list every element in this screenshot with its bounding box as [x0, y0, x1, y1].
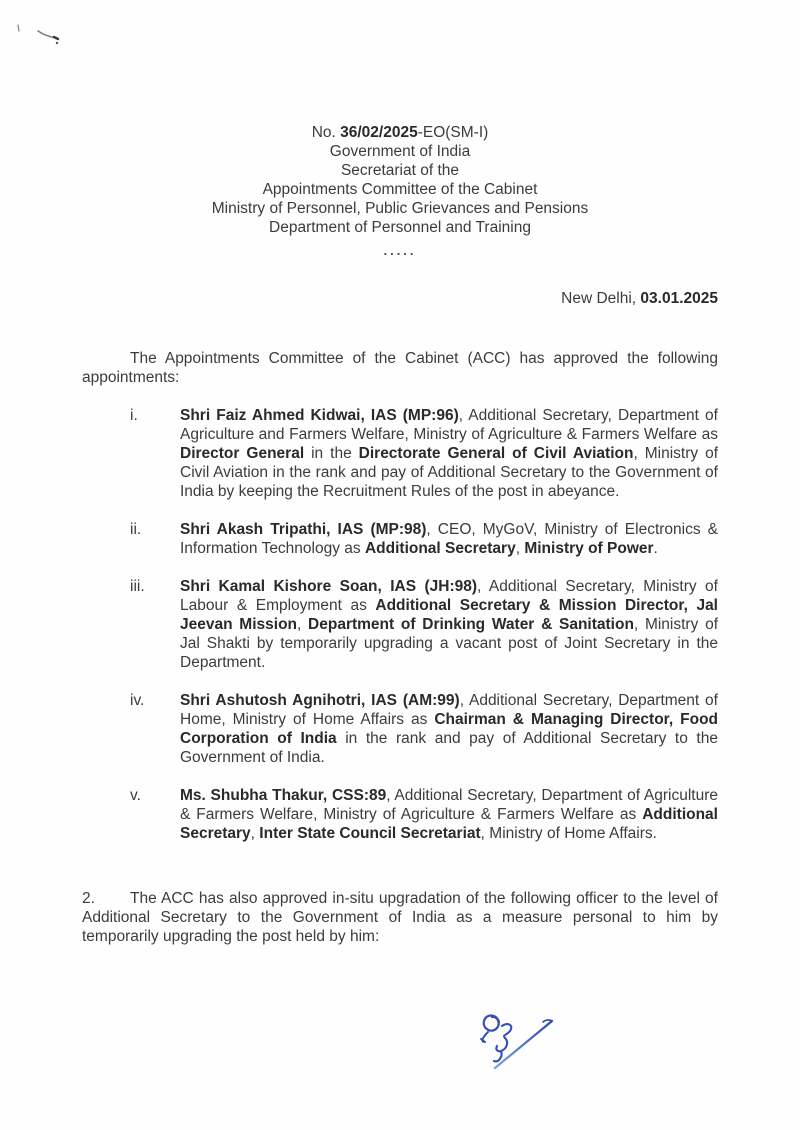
list-item-text: Shri Faiz Ahmed Kidwai, IAS (MP:96), Additional Secretary, Department of Agriculture and Farmers Welfare, Ministry of Agriculture & Farmers Welfare as Director General in the Directorate General of Civil Aviation, Ministry of Civil Aviation in the rank and pay of Additional Secretary to the Government of India by keeping the Recruitment Rules of the post in abeyance. [180, 407, 719, 500]
signature-scribble [468, 1008, 578, 1083]
dateline: New Delhi, 03.01.2025 [561, 290, 718, 307]
list-item-text: Shri Akash Tripathi, IAS (MP:98), CEO, MyGoV, Ministry of Electronics & Information Technology as Additional Secretary, Ministry of Power. [180, 521, 718, 557]
separator-dots: ..... [383, 243, 417, 258]
list-item-text: Shri Ashutosh Agnihotri, IAS (AM:99), Additional Secretary, Department of Home, Ministry of Home Affairs as Chairman & Managing Director, Food Corporation of India in the rank and pay of Additional Secretary to the Government of India. [180, 692, 719, 766]
appointments-list [82, 406, 718, 843]
list-item [82, 577, 718, 672]
letterhead-line: Government of India [329, 143, 471, 160]
list-item-text: Ms. Shubha Thakur, CSS:89, Additional Secretary, Department of Agriculture & Farmers Welfare, Ministry of Agriculture & Farmers Welfare as Additional Secretary, Inter State Council Secretariat, Ministry of Home Affairs. [180, 787, 718, 842]
paragraph-2 [82, 889, 718, 946]
paragraph-2-number: 2. [82, 890, 95, 907]
letterhead-line: Appointments Committee of the Cabinet [262, 181, 538, 198]
pen-marks-icon [10, 22, 70, 46]
list-item [82, 520, 718, 558]
letterhead-line: Ministry of Personnel, Public Grievances and Pensions [211, 200, 589, 217]
letterhead-line: Secretariat of the [340, 162, 460, 179]
letterhead-line: Department of Personnel and Training [269, 219, 531, 236]
intro-paragraph: The Appointments Committee of the Cabinet (ACC) has approved the following appointments: [82, 350, 718, 386]
reference-number: No. 36/02/2025-EO(SM-I) [311, 124, 489, 141]
list-item-marker: iv. [130, 692, 145, 709]
list-item [82, 406, 718, 501]
list-item [82, 691, 718, 767]
list-item [82, 786, 718, 843]
list-item-text: Shri Kamal Kishore Soan, IAS (JH:98), Additional Secretary, Ministry of Labour & Employment as Additional Secretary & Mission Director, Jal Jeevan Mission, Department of Drinking Water & Sanitation, Ministry of Jal Shakti by temporarily upgrading a vacant post of Joint Secretary in the Department. [180, 578, 718, 671]
list-item-marker: iii. [130, 578, 145, 595]
letterhead [82, 123, 718, 237]
list-item-marker: i. [130, 407, 138, 424]
list-item-marker: v. [130, 787, 141, 804]
paragraph-2-text: The ACC has also approved in-situ upgradation of the following officer to the level of Additional Secretary to the Government of India as a measure personal to him by temporarily upgrading the post held by him: [82, 890, 718, 945]
faint-pen-marks [10, 22, 70, 51]
signature-icon [468, 1008, 578, 1078]
list-item-marker: ii. [130, 521, 142, 538]
